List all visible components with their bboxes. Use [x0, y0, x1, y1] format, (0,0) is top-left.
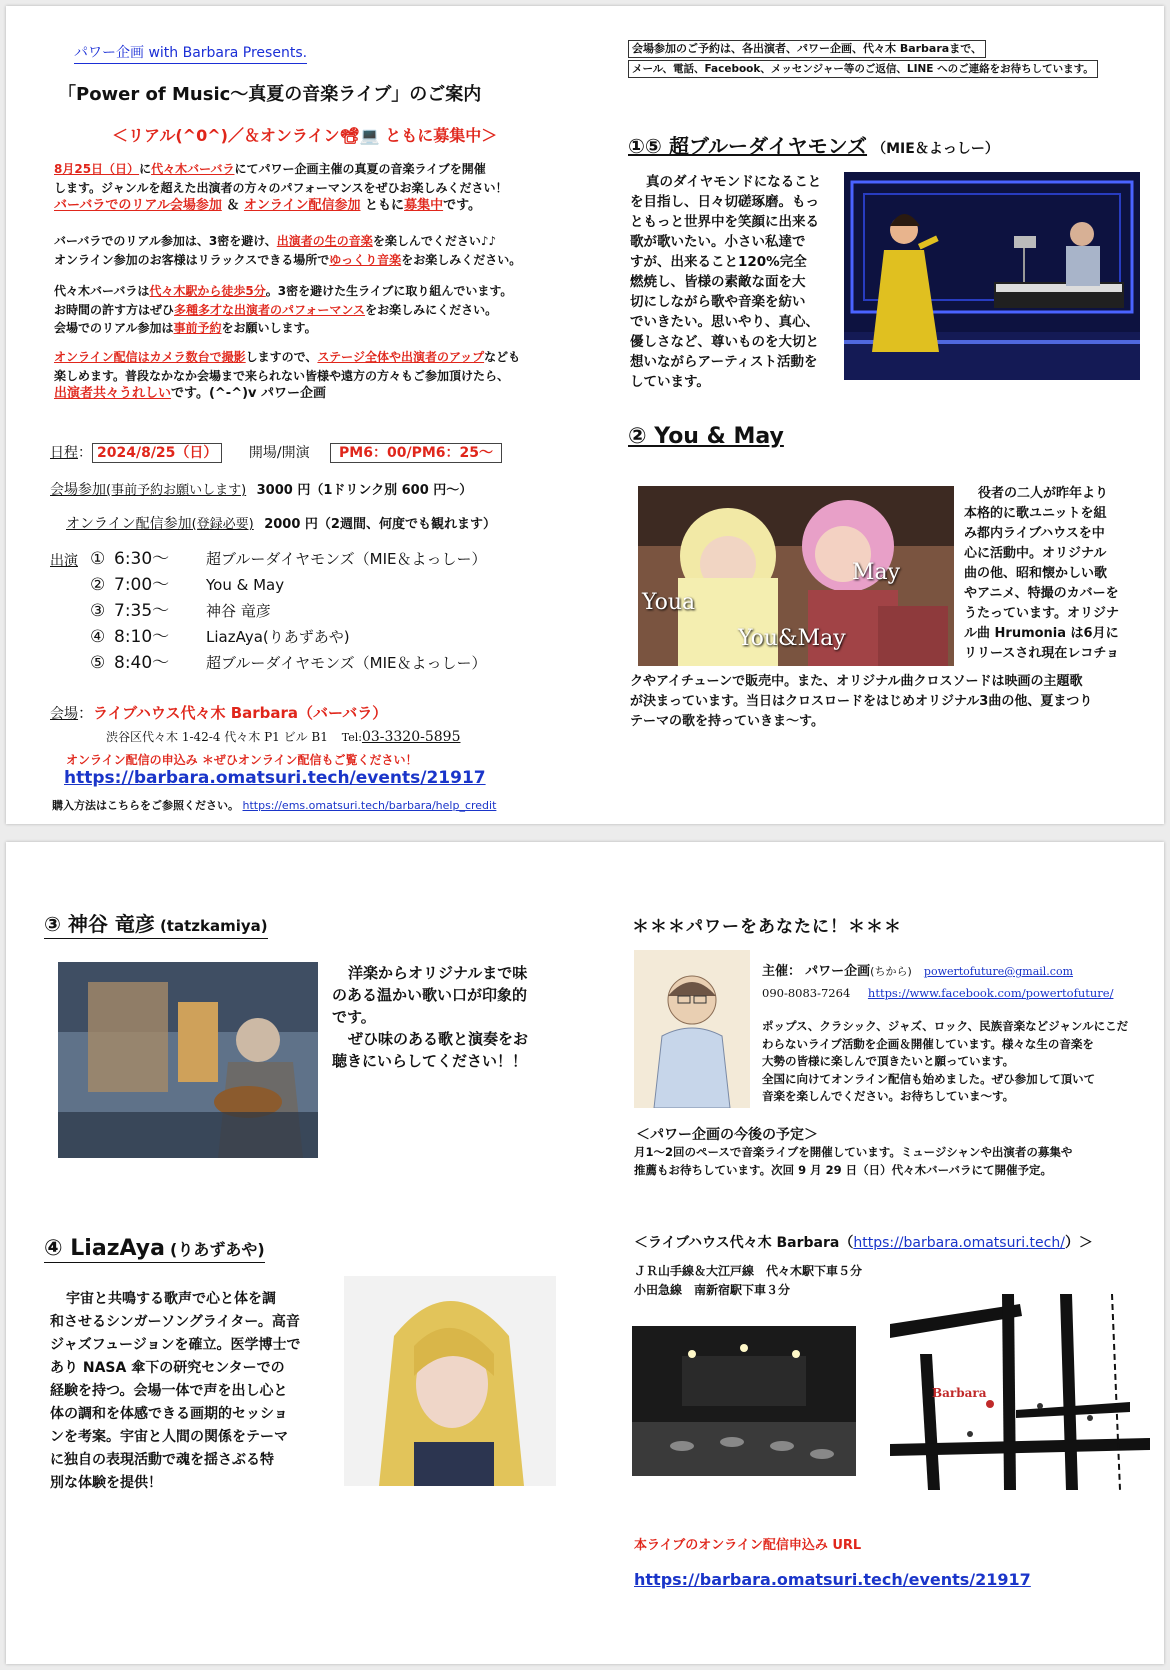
street-map-illustration — [890, 1294, 1150, 1490]
photo-label-may: May — [852, 560, 901, 585]
event-url-link[interactable]: https://barbara.omatsuri.tech/events/21917 — [64, 768, 486, 788]
organizer-phone: 090-8083-7264 — [762, 986, 851, 1000]
photo-label-youa: Youa — [642, 590, 696, 615]
future-text: 月1～2回のペースで音楽ライブを開催しています。ミュージシャンや出演者の募集や 推薦もお待ちしています。次回 9 月 29 日（日）代々木バーバラにて開催予定。 — [634, 1145, 1073, 1177]
singer-portrait-illustration — [344, 1276, 556, 1486]
cast-list — [90, 546, 487, 676]
event-time: PM6：00/PM6：25～ — [330, 443, 502, 463]
section-2-side-text: 役者の二人が昨年より 本格的に歌ユニットを組 み都内ライブハウスを中 心に活動中。オリジナル 曲の他、昭和懐かしい歌 やアニメ、特撮のカバーを うたっています。オリジナ ル曲 Hrumonia は6月に リリースされ現在レコチョ — [964, 486, 1119, 661]
organizer-row: 主催： パワー企画(ちから) powertofuture@gmail.com — [762, 964, 1074, 979]
venue-title: ＜ライブハウス代々木 Barbara（https://barbara.omatsuri.tech/）＞ — [634, 1235, 1093, 1251]
cast-item: ① 6:30～ 超ブルーダイヤモンズ（MIE＆よっしー） — [90, 549, 487, 569]
stage-photo-illustration — [844, 172, 1140, 380]
venue-row: 会場：ライブハウス代々木 Barbara（バーバラ） — [50, 704, 388, 722]
section-3-heading: ③ 神谷 竜彦 (tatzkamiya) — [44, 908, 268, 939]
organizer-facebook-link[interactable]: https://www.facebook.com/powertofuture/ — [867, 986, 1114, 1000]
cast-item: ② 7:00～ You & May — [90, 575, 285, 595]
section-1-text: 真のダイヤモンドになること を目指し、日々切磋琢磨。もっ ともっと世界中を笑顔に出来る 歌が歌いたい。小さい私達で すが、出来ること120%完全 燃焼し、皆様の素敵な面を大 切にしながら歌や音楽を紡い でいきたい。思いやり、真心、 優しさなど、尊いものを大切と 想いながらアーティスト活動を しています。 — [630, 174, 822, 390]
venue-map — [890, 1294, 1150, 1490]
map-barbara-logo: Barbara — [932, 1386, 987, 1400]
section-2-heading: ② You & May — [628, 424, 784, 449]
cast-item: ⑤ 8:40～ 超ブルーダイヤモンズ（MIE＆よっしー） — [90, 653, 487, 673]
kamiya-photo — [58, 962, 318, 1158]
buy-note-row: 購入方法はこちらをご参照ください。 https://ems.omatsuri.tech/barbara/help_credit — [52, 799, 497, 812]
venue-site-link[interactable]: https://barbara.omatsuri.tech/ — [853, 1235, 1065, 1251]
reservation-notice: 会場参加のご予約は、各出演者、パワー企画、代々木 Barbaraまで、 メール、電話、Facebook、メッセンジャー等のご返信、LINE へのご連絡をお待ちしています。 — [628, 40, 1098, 78]
help-credit-link[interactable]: https://ems.omatsuri.tech/barbara/help_credit — [242, 799, 497, 812]
schedule-date-row: 日程： 2024/8/25（日） 開場/開演 PM6：00/PM6：25～ — [50, 442, 502, 462]
live-house-illustration — [632, 1326, 856, 1476]
power-title: ＊＊＊パワーをあなたに！＊＊＊ — [632, 917, 902, 937]
access-info: ＪＲ山手線＆大江戸線 代々木駅下車５分 小田急線 南新宿駅下車３分 — [634, 1264, 863, 1297]
online-fee-row: オンライン配信参加(登録必要) 2000 円（2週間、何度でも観れます） — [66, 516, 496, 532]
section-2-full-text: クやアイチューンで販売中。また、オリジナル曲クロスソードは映画の主題歌 が決まっています。当日はクロスロードをはじめオリジナル3曲の他、夏まつり テーマの歌を持っていきま～す。 — [630, 674, 1093, 729]
online-apply-link[interactable]: https://barbara.omatsuri.tech/events/21917 — [634, 1570, 1031, 1589]
flyer-subtitle: ＜リアル(^0^)／＆オンライン📽💻 ともに募集中＞ — [112, 126, 498, 145]
blue-diamonds-photo — [844, 172, 1140, 380]
venue-paragraph: 代々木バーバラは代々木駅から徒歩5分。3密を避けた生ライブに取り組んでいます。 お時間の許す方はぜひ多種多才な出演者のパフォーマンスをお楽しみにください。 会場でのリアル参加は事前予約をお願いします。 — [54, 284, 513, 335]
intro-paragraph: 8月25日（日）に代々木バーバラにてパワー企画主催の真夏の音楽ライブを開催 します。ジャンルを超えた出演者の方々のパフォーマンスをぜひお楽しみください！ バーバラでのリアル会場参加 ＆ オンライン配信参加 ともに募集中です。 — [54, 162, 508, 213]
section-3-text: 洋楽からオリジナルまで味 のある温かい歌い口が印象的 です。 ぜひ味のある歌と演奏をお 聴きにいらしてください！！ — [332, 964, 529, 1070]
sketch-portrait-illustration — [634, 950, 750, 1108]
venue-interior-photo — [632, 1326, 856, 1476]
organizer-portrait — [634, 950, 750, 1108]
presenter-header: パワー企画 with Barbara Presents. — [74, 42, 307, 64]
event-date: 2024/8/25（日） — [92, 443, 222, 463]
section-4-text: 宇宙と共鳴する歌声で心と体を調 和させるシンガーソングライター。高音 ジャズフュージョンを確立。医学博士で あり NASA 傘下の研究センターでの 経験を持つ。会場一体で声を出し心と 体の調和を体感できる画期的セッショ ンを考案。宇宙と人間の関係をテーマ に独自の表現活動で魂を揺さぶる特 別な体験を提供！ — [50, 1291, 301, 1491]
page-1 — [6, 6, 1164, 824]
future-title: ＜パワー企画の今後の予定＞ — [636, 1127, 818, 1143]
guitar-player-illustration — [58, 962, 318, 1158]
organizer-email-link[interactable]: powertofuture@gmail.com — [923, 965, 1074, 978]
cast-item: ③ 7:35～ 神谷 竜彦 — [90, 601, 271, 621]
venue-name: ライブハウス代々木 Barbara（バーバラ） — [93, 704, 388, 722]
section-4-heading: ④ LiazAya (りあずあや) — [44, 1236, 265, 1261]
cast-label: 出演 — [50, 553, 78, 569]
online-paragraph: オンライン配信はカメラ数台で撮影しますので、ステージ全体や出演者のアップなども 楽しめます。普段なかなか会場まで来られない皆様や遠方の方々もご参加頂けたら、 出演者共々うれしいです。(^-^)v パワー企画 — [54, 350, 521, 401]
venue-address: 渋谷区代々木 1-42-4 代々木 P1 ビル B1 Tel:03-3320-5895 — [106, 729, 461, 745]
page-2 — [6, 842, 1164, 1664]
organizer-description: ポップス、クラシック、ジャズ、ロック、民族音楽などジャンルにこだ わらないライブ活動を企画＆開催しています。様々な生の音楽を 大勢の皆様に楽しんで頂きたいと願っています。 全国に向けてオンライン配信も始めました。ぜひ参加して頂いて 音楽を楽しんでください。お待ちしていま～す。 — [762, 1019, 1129, 1103]
venue-fee-row: 会場参加(事前予約お願いします) 3000 円（1ドリンク別 600 円～） — [50, 482, 473, 498]
section-1-heading: ①⑤ 超ブルーダイヤモンズ （MIE＆よっしー） — [628, 134, 999, 158]
online-apply-title: 本ライブのオンライン配信申込み URL — [634, 1538, 862, 1553]
online-apply-note: オンライン配信の申込み ＊ぜひオンライン配信もご覧ください！ — [66, 753, 418, 767]
photo-label-youmay: You&May — [738, 626, 846, 651]
venue-phone[interactable]: 03-3320-5895 — [361, 729, 461, 745]
liazaya-photo — [344, 1276, 556, 1486]
flyer-title: 「Power of Music～真夏の音楽ライブ」のご案内 — [58, 84, 482, 105]
you-and-may-photo — [638, 486, 954, 666]
organizer-contact-row — [762, 986, 1113, 1000]
cast-item: ④ 8:10～ LiazAya(りあずあや) — [90, 627, 350, 647]
real-participation-paragraph: バーバラでのリアル参加は、3密を避け、出演者の生の音楽を楽しんでください♪♪ オンライン参加のお客様はリラックスできる場所でゆっくり音楽をお楽しみください。 — [54, 234, 522, 267]
